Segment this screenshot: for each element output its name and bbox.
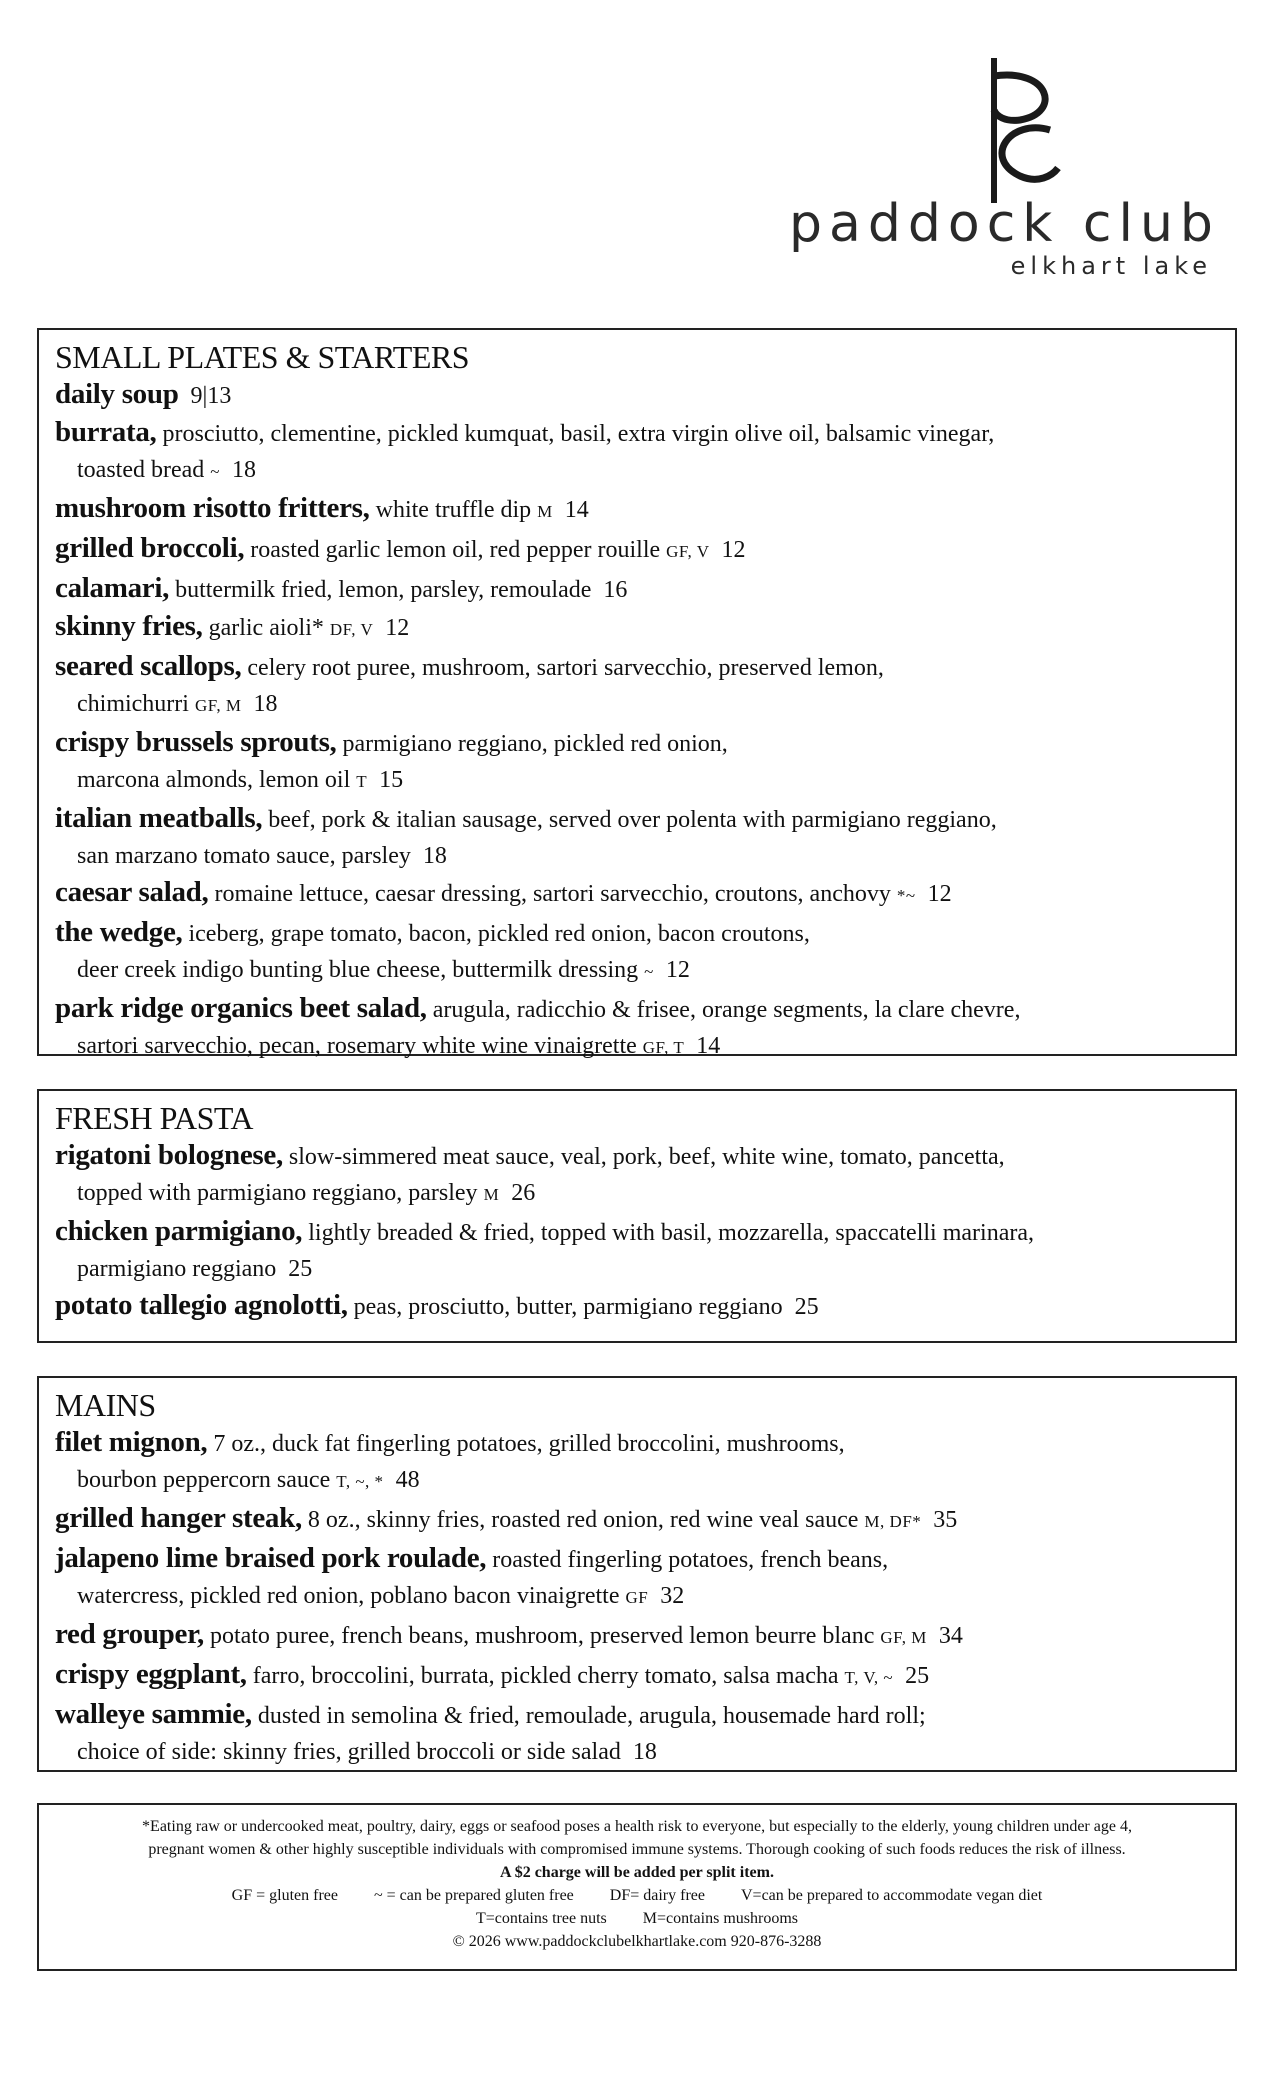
- item-description: 8 oz., skinny fries, roasted red onion, red wine veal sauce: [307, 1507, 859, 1533]
- item-name: filet mignon,: [55, 1426, 208, 1458]
- copyright-contact: © 2026 www.paddockclubelkhartlake.com 920-876-3288: [452, 1933, 822, 1950]
- menu-item: [55, 1213, 1219, 1287]
- item-price: 12: [665, 957, 690, 983]
- item-dietary-marks: GF, V: [666, 542, 710, 561]
- menu-item: [55, 990, 1219, 1066]
- item-price: 32: [660, 1583, 685, 1609]
- menu-item: [55, 376, 1219, 414]
- menu-item: [55, 724, 1219, 800]
- item-name: caesar salad,: [55, 876, 209, 908]
- item-name: jalapeno lime braised pork roulade,: [55, 1542, 487, 1574]
- item-name: mushroom risotto fritters,: [55, 492, 370, 524]
- item-name: skinny fries,: [55, 610, 203, 642]
- item-description-cont: marcona almonds, lemon oil: [77, 767, 351, 793]
- item-description: garlic aioli*: [208, 615, 324, 641]
- item-price: 18: [422, 843, 447, 869]
- item-name: crispy eggplant,: [55, 1658, 247, 1690]
- item-price: 25: [288, 1256, 313, 1282]
- item-description: 7 oz., duck fat fingerling potatoes, grilled broccolini, mushrooms,: [213, 1431, 845, 1457]
- item-description-cont: topped with parmigiano reggiano, parsley: [77, 1180, 478, 1206]
- item-description-cont: chimichurri: [77, 691, 189, 717]
- allergen-legend: [57, 1907, 1217, 1930]
- item-dietary-marks: GF: [625, 1588, 649, 1607]
- item-dietary-marks: *~: [896, 886, 916, 905]
- item-description: slow-simmered meat sauce, veal, pork, beef, white wine, tomato, pancetta,: [288, 1144, 1005, 1170]
- item-price: 14: [564, 497, 589, 523]
- paddock-club-logo: [780, 58, 1220, 288]
- menu-item: [55, 1424, 1219, 1500]
- item-description: buttermilk fried, lemon, parsley, remoulade: [175, 577, 592, 603]
- item-description: arugula, radicchio & frisee, orange segments, la clare chevre,: [432, 997, 1021, 1023]
- logo-location: elkhart lake: [1010, 252, 1212, 280]
- item-description: romaine lettuce, caesar dressing, sartori sarvecchio, croutons, anchovy: [214, 881, 891, 907]
- section-items: [55, 1424, 1219, 1770]
- dietary-legend: [57, 1884, 1217, 1907]
- item-name: calamari,: [55, 572, 170, 604]
- item-description: parmigiano reggiano, pickled red onion,: [342, 731, 728, 757]
- menu-item: [55, 914, 1219, 990]
- item-description: potato puree, french beans, mushroom, preserved lemon beurre blanc: [209, 1623, 875, 1649]
- item-name: daily soup: [55, 378, 179, 410]
- menu-item: [55, 608, 1219, 648]
- item-description: dusted in semolina & fried, remoulade, arugula, housemade hard roll;: [257, 1703, 926, 1729]
- section-title: MAINS: [55, 1387, 156, 1423]
- item-dietary-marks: T, V, ~: [844, 1668, 894, 1687]
- legend-df: DF= dairy free: [609, 1887, 705, 1904]
- menu-item: [55, 530, 1219, 570]
- section-mains: [37, 1376, 1237, 1772]
- disclaimer-line-2: pregnant women & other highly susceptible individuals with compromised immune systems. Thorough cooking of such foods reduces the risk of illness.: [148, 1841, 1126, 1858]
- item-dietary-marks: GF, T: [642, 1038, 685, 1057]
- item-price: 48: [395, 1467, 420, 1493]
- legend-tilde: ~ = can be prepared gluten free: [373, 1887, 574, 1904]
- item-price: 18: [231, 457, 256, 483]
- item-price: 18: [632, 1739, 657, 1765]
- item-price: 9|13: [190, 383, 232, 409]
- menu-item: [55, 1656, 1219, 1696]
- item-description: beef, pork & italian sausage, served over polenta with parmigiano reggiano,: [268, 807, 997, 833]
- item-price: 25: [905, 1663, 930, 1689]
- legend-m: M=contains mushrooms: [642, 1910, 798, 1927]
- menu-item: [55, 1616, 1219, 1656]
- item-description-cont: bourbon peppercorn sauce: [77, 1467, 331, 1493]
- item-dietary-marks: GF, M: [880, 1628, 927, 1647]
- section-small-plates: [37, 328, 1237, 1059]
- legend-v: V=can be prepared to accommodate vegan diet: [741, 1887, 1043, 1904]
- menu-item: [55, 570, 1219, 608]
- item-name: burrata,: [55, 416, 157, 448]
- legend-t: T=contains tree nuts: [475, 1910, 607, 1927]
- item-price: 18: [253, 691, 278, 717]
- item-description-cont: parmigiano reggiano: [77, 1256, 277, 1282]
- item-price: 12: [721, 537, 746, 563]
- section-title: FRESH PASTA: [55, 1100, 253, 1136]
- item-description: celery root puree, mushroom, sartori sarvecchio, preserved lemon,: [247, 655, 884, 681]
- legend-gf: GF = gluten free: [231, 1887, 338, 1904]
- menu-item: [55, 874, 1219, 914]
- item-description: iceberg, grape tomato, bacon, pickled red onion, bacon croutons,: [188, 921, 810, 947]
- item-name: walleye sammie,: [55, 1698, 252, 1730]
- item-description-cont: san marzano tomato sauce, parsley: [77, 843, 411, 869]
- item-description: prosciutto, clementine, pickled kumquat, basil, extra virgin olive oil, balsamic vinegar,: [162, 421, 995, 447]
- section-items: [55, 376, 1219, 1066]
- item-dietary-marks: GF, M: [194, 696, 242, 715]
- item-name: red grouper,: [55, 1618, 204, 1650]
- item-description: peas, prosciutto, butter, parmigiano reggiano: [353, 1294, 783, 1320]
- item-price: 34: [938, 1623, 963, 1649]
- item-price: 15: [379, 767, 404, 793]
- section-fresh-pasta: [37, 1089, 1237, 1343]
- item-description-cont: deer creek indigo bunting blue cheese, buttermilk dressing: [77, 957, 639, 983]
- item-name: seared scallops,: [55, 650, 242, 682]
- footer-notes: [37, 1803, 1237, 1971]
- menu-item: [55, 648, 1219, 724]
- item-description-cont: toasted bread: [77, 457, 205, 483]
- logo-name: paddock club: [789, 194, 1220, 254]
- item-dietary-marks: ~: [644, 962, 654, 981]
- menu-item: [55, 1696, 1219, 1770]
- item-price: 12: [927, 881, 952, 907]
- menu-item: [55, 1287, 1219, 1325]
- item-description-cont: choice of side: skinny fries, grilled broccoli or side salad: [77, 1739, 621, 1765]
- section-title: SMALL PLATES & STARTERS: [55, 339, 469, 375]
- item-name: potato tallegio agnolotti,: [55, 1289, 348, 1321]
- item-name: italian meatballs,: [55, 802, 263, 834]
- item-description-cont: watercress, pickled red onion, poblano bacon vinaigrette: [77, 1583, 620, 1609]
- split-charge-note: A $2 charge will be added per split item.: [500, 1864, 774, 1881]
- item-name: the wedge,: [55, 916, 183, 948]
- item-dietary-marks: ~: [210, 462, 220, 481]
- item-price: 26: [511, 1180, 536, 1206]
- item-name: rigatoni bolognese,: [55, 1139, 283, 1171]
- disclaimer-line-1: *Eating raw or undercooked meat, poultry, dairy, eggs or seafood poses a health risk to everyone, but especially to the elderly, young children under age 4,: [142, 1818, 1132, 1835]
- item-dietary-marks: T, ~, *: [336, 1472, 384, 1491]
- item-name: crispy brussels sprouts,: [55, 726, 337, 758]
- item-price: 16: [603, 577, 628, 603]
- menu-item: [55, 1500, 1219, 1540]
- item-dietary-marks: DF, V: [329, 620, 374, 639]
- item-dietary-marks: M: [537, 502, 553, 521]
- menu-item: [55, 490, 1219, 530]
- menu-item: [55, 1540, 1219, 1616]
- item-description-cont: sartori sarvecchio, pecan, rosemary white wine vinaigrette: [77, 1033, 637, 1059]
- item-description: white truffle dip: [375, 497, 532, 523]
- logo-monogram-icon: [980, 58, 1075, 208]
- item-price: 12: [385, 615, 410, 641]
- item-description: roasted fingerling potatoes, french beans,: [492, 1547, 889, 1573]
- item-description: farro, broccolini, burrata, pickled cherry tomato, salsa macha: [252, 1663, 839, 1689]
- item-dietary-marks: M, DF*: [864, 1512, 922, 1531]
- item-dietary-marks: M: [483, 1185, 500, 1204]
- menu-item: [55, 800, 1219, 874]
- item-name: grilled hanger steak,: [55, 1502, 302, 1534]
- section-items: [55, 1137, 1219, 1325]
- item-description: roasted garlic lemon oil, red pepper rouille: [250, 537, 661, 563]
- item-price: 14: [696, 1033, 721, 1059]
- item-price: 35: [933, 1507, 958, 1533]
- item-name: grilled broccoli,: [55, 532, 245, 564]
- menu-item: [55, 414, 1219, 490]
- item-name: chicken parmigiano,: [55, 1215, 303, 1247]
- item-name: park ridge organics beet salad,: [55, 992, 427, 1024]
- menu-item: [55, 1137, 1219, 1213]
- item-description: lightly breaded & fried, topped with basil, mozzarella, spaccatelli marinara,: [308, 1220, 1034, 1246]
- item-dietary-marks: T: [356, 772, 368, 791]
- item-price: 25: [794, 1294, 819, 1320]
